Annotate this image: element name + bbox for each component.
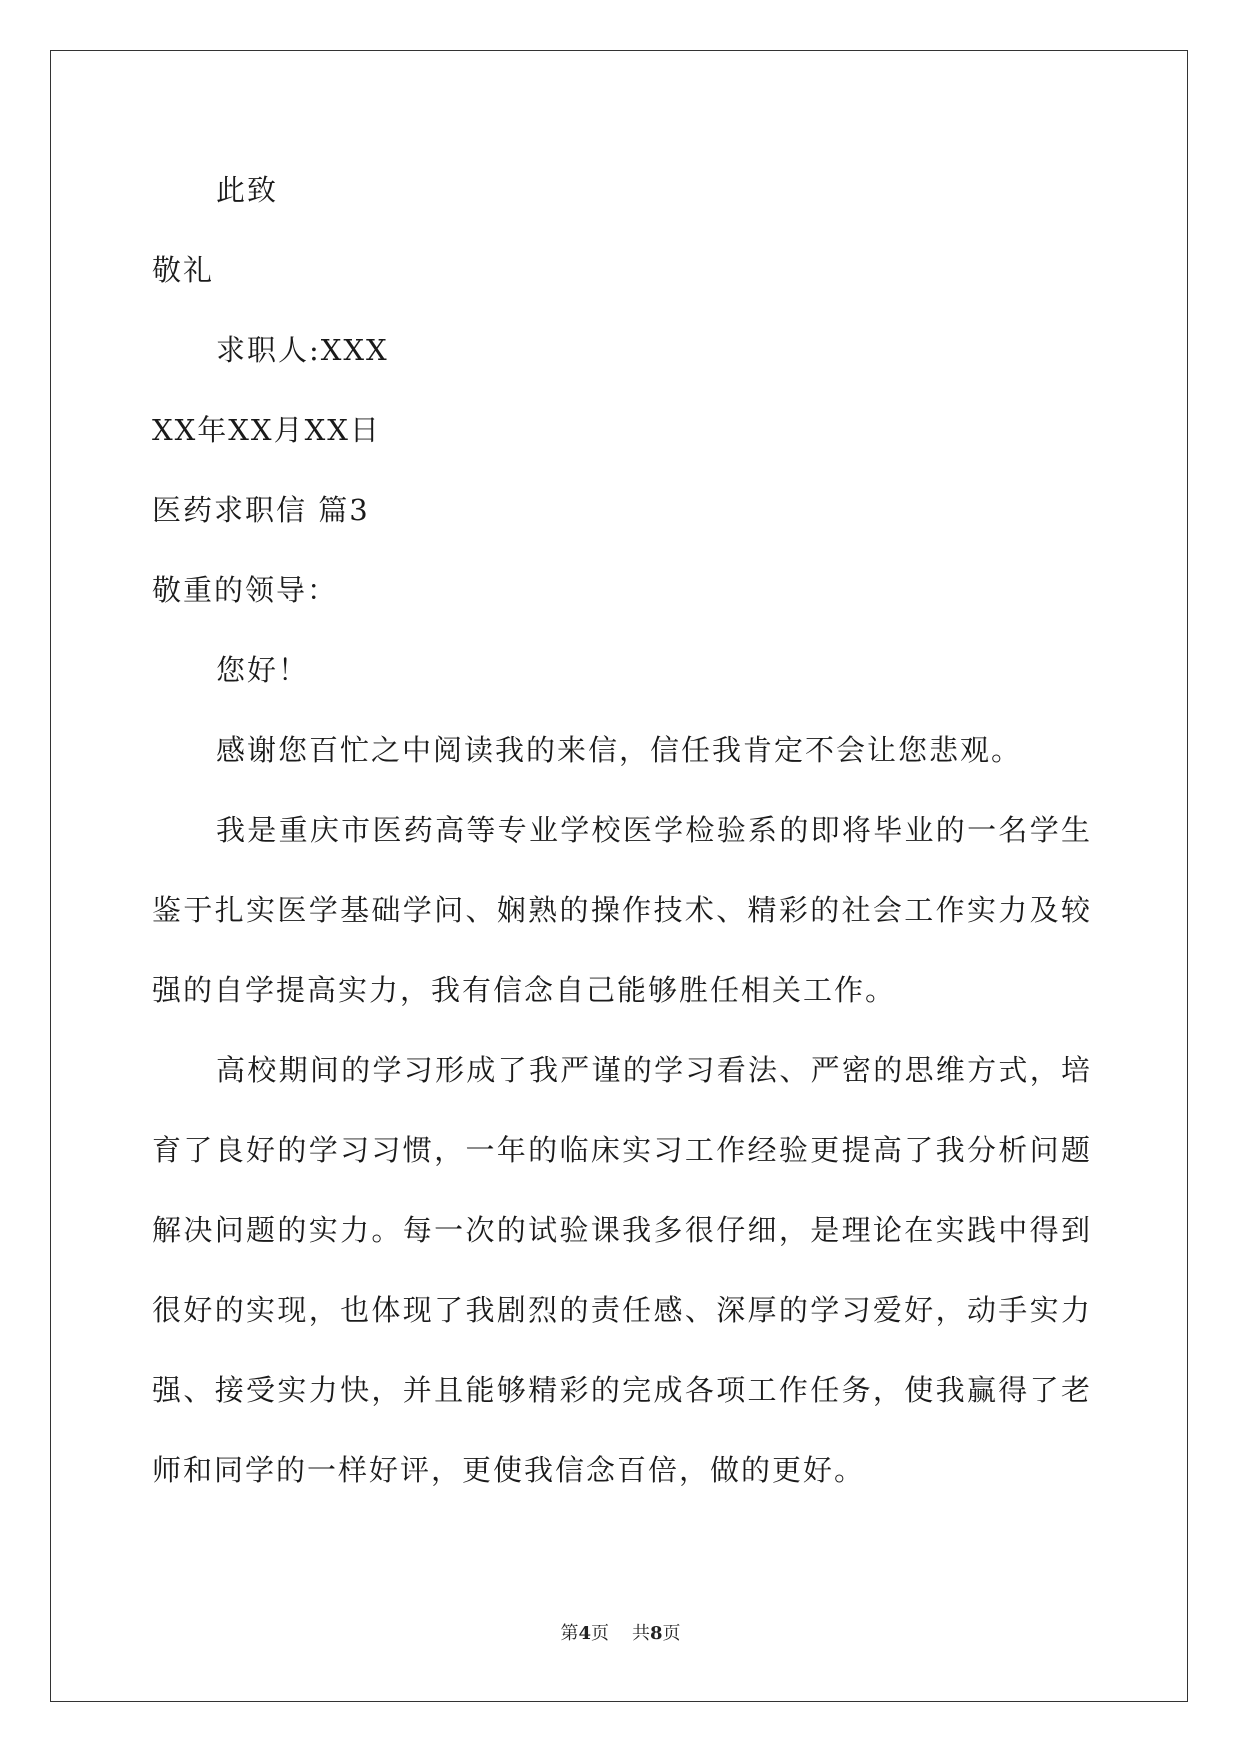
closing-regards: 敬礼 <box>152 253 215 287</box>
paragraph-study-line-4: 很好的实现，也体现了我剧烈的责任感、深厚的学习爱好，动手实力 <box>152 1293 1090 1327</box>
page-number-suffix: 页 <box>591 1623 610 1644</box>
signature-applicant: 求职人:XXX <box>216 333 389 367</box>
paragraph-study-line-2: 育了良好的学习习惯，一年的临床实习工作经验更提高了我分析问题 <box>152 1133 1090 1167</box>
paragraph-study-line-1: 高校期间的学习形成了我严谨的学习看法、严密的思维方式，培 <box>216 1053 1090 1087</box>
greeting-hello: 您好！ <box>216 653 310 687</box>
paragraph-study-line-5: 强、接受实力快，并且能够精彩的完成各项工作任务，使我赢得了老 <box>152 1373 1090 1407</box>
page-total-suffix: 页 <box>662 1623 681 1644</box>
page-number-prefix: 第 <box>560 1623 579 1644</box>
section-heading: 医药求职信 篇3 <box>152 493 370 527</box>
paragraph-intro-line-1: 我是重庆市医药高等专业学校医学检验系的即将毕业的一名学生 <box>216 813 1090 847</box>
greeting-recipient: 敬重的领导： <box>152 573 339 607</box>
page-number-current: 4 <box>578 1623 592 1644</box>
page-total: 8 <box>649 1623 663 1644</box>
page-total-prefix: 共 <box>631 1623 650 1644</box>
paragraph-intro-line-3: 强的自学提高实力，我有信念自己能够胜任相关工作。 <box>152 973 897 1007</box>
paragraph-thanks: 感谢您百忙之中阅读我的来信，信任我肯定不会让您悲观。 <box>216 733 1023 767</box>
paragraph-study-line-6: 师和同学的一样好评，更使我信念百倍，做的更好。 <box>152 1453 866 1487</box>
page-footer <box>0 1622 1241 1646</box>
closing-salutation: 此致 <box>216 173 279 207</box>
paragraph-intro-line-2: 鉴于扎实医学基础学问、娴熟的操作技术、精彩的社会工作实力及较 <box>152 893 1090 927</box>
paragraph-study-line-3: 解决问题的实力。每一次的试验课我多很仔细，是理论在实践中得到 <box>152 1213 1090 1247</box>
signature-date: XX年XX月XX日 <box>152 413 381 447</box>
